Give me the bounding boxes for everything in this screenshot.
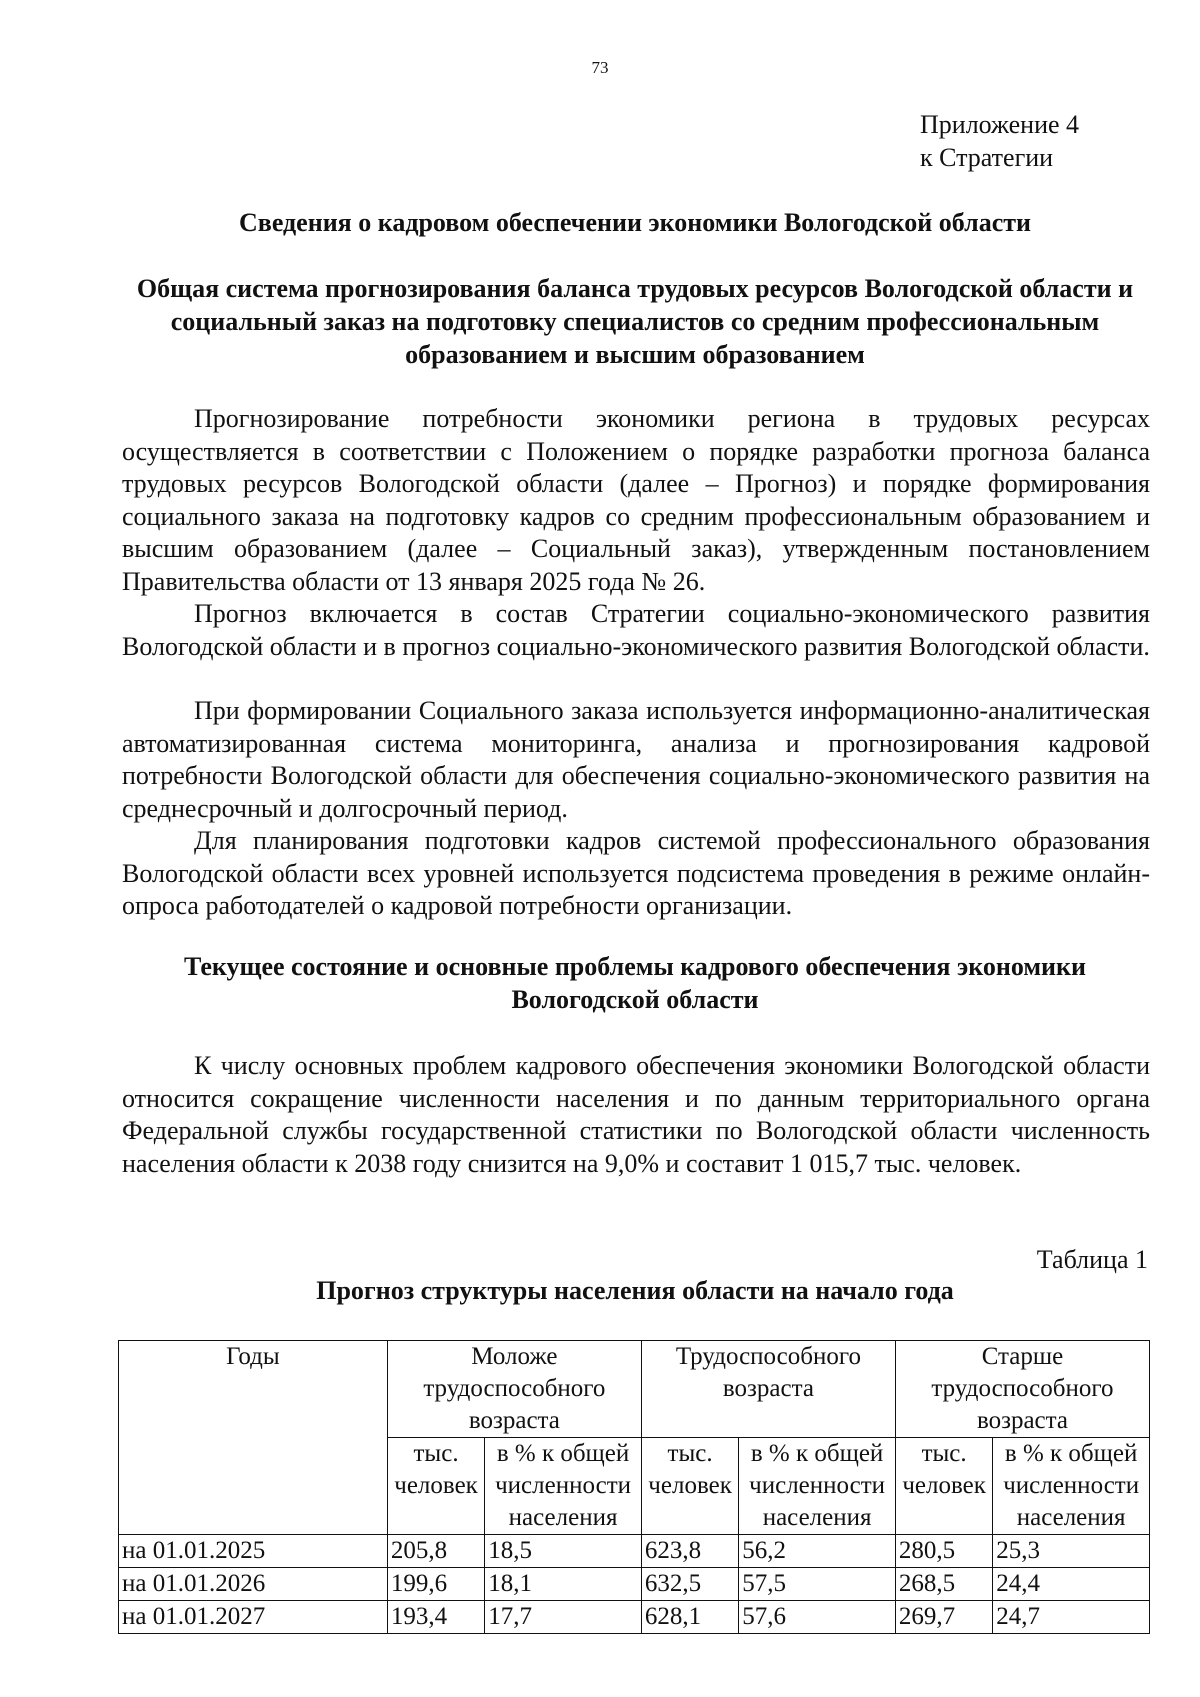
appendix-line-2: к Стратегии <box>920 143 1054 172</box>
section-heading-current-state: Текущее состояние и основные проблемы кадрового обеспечения экономики Вологодской области <box>183 952 1086 1014</box>
paragraph-monitoring-system: При формировании Социального заказа используется информационно-аналитическая автоматизированная система мониторинга, анализа и прогнозирования кадровой потребности Вологодской области для обеспечения социально-экономического развития на среднесрочный и долгосрочный период. <box>122 696 1150 823</box>
cell-value: 18,1 <box>485 1568 642 1601</box>
appendix-reference <box>920 108 1079 174</box>
header-over-working-age: Старше трудоспособного возраста <box>895 1341 1149 1438</box>
cell-value: 24,4 <box>993 1568 1150 1601</box>
table-header-row <box>119 1341 1150 1438</box>
table-label: Таблица 1 <box>1036 1245 1148 1274</box>
paragraph-employer-survey: Для планирования подготовки кадров системой профессионального образования Вологодской области всех уровней используется подсистема проведения в режиме онлайн-опроса работодателей о кадровой потребности организации. <box>122 826 1150 920</box>
cell-value: 205,8 <box>387 1535 484 1568</box>
cell-value: 280,5 <box>895 1535 992 1568</box>
row-year: на 01.01.2026 <box>119 1568 388 1601</box>
cell-value: 632,5 <box>641 1568 738 1601</box>
subheader-thousand-people: тыс. человек <box>387 1438 484 1535</box>
subheader-thousand-people: тыс. человек <box>895 1438 992 1535</box>
cell-value: 268,5 <box>895 1568 992 1601</box>
subheader-percent-of-total: в % к общей численности населения <box>739 1438 896 1535</box>
paragraph-population-decline: К числу основных проблем кадрового обеспечения экономики Вологодской области относится сокращение численности населения и по данным территориального органа Федеральной службы государственной статистики по Вологодской области численность населения области к 2038 году снизится на 9,0% и составит 1 015,7 тыс. человек. <box>122 1051 1150 1178</box>
document-title: Сведения о кадровом обеспечении экономики Вологодской области <box>239 208 1031 237</box>
cell-value: 17,7 <box>485 1601 642 1634</box>
population-structure-table <box>118 1340 1150 1634</box>
subheader-percent-of-total: в % к общей численности населения <box>993 1438 1150 1535</box>
row-year: на 01.01.2025 <box>119 1535 388 1568</box>
cell-value: 56,2 <box>739 1535 896 1568</box>
table-row <box>119 1601 1150 1634</box>
cell-value: 57,6 <box>739 1601 896 1634</box>
page-number: 73 <box>591 58 609 77</box>
paragraph-forecasting-regulation: Прогнозирование потребности экономики региона в трудовых ресурсах осуществляется в соответствии с Положением о порядке разработки прогноза баланса трудовых ресурсов Вологодской области (далее – Прогноз) и порядке формирования социального заказа на подготовку кадров со средним профессиональным образованием и высшим образованием (далее – Социальный заказ), утвержденным постановлением Правительства области от 13 января 2025 года № 26. <box>122 404 1150 596</box>
header-working-age: Трудоспособного возраста <box>641 1341 895 1438</box>
subheader-percent-of-total: в % к общей численности населения <box>485 1438 642 1535</box>
cell-value: 193,4 <box>387 1601 484 1634</box>
table-title: Прогноз структуры населения области на начало года <box>316 1276 954 1305</box>
row-year: на 01.01.2027 <box>119 1601 388 1634</box>
cell-value: 24,7 <box>993 1601 1150 1634</box>
cell-value: 57,5 <box>739 1568 896 1601</box>
header-years: Годы <box>119 1341 388 1535</box>
header-under-working-age: Моложе трудоспособного возраста <box>387 1341 641 1438</box>
table-row <box>119 1568 1150 1601</box>
subheader-thousand-people: тыс. человек <box>641 1438 738 1535</box>
cell-value: 623,8 <box>641 1535 738 1568</box>
cell-value: 18,5 <box>485 1535 642 1568</box>
cell-value: 25,3 <box>993 1535 1150 1568</box>
cell-value: 199,6 <box>387 1568 484 1601</box>
cell-value: 269,7 <box>895 1601 992 1634</box>
cell-value: 628,1 <box>641 1601 738 1634</box>
section-heading-forecasting: Общая система прогнозирования баланса трудовых ресурсов Вологодской области и социальный заказ на подготовку специалистов со средним профессиональным образованием и высшим образованием <box>136 274 1134 369</box>
paragraph-forecast-strategy: Прогноз включается в состав Стратегии социально-экономического развития Вологодской области и в прогноз социально-экономического развития Вологодской области. <box>122 599 1150 661</box>
appendix-line-1: Приложение 4 <box>920 110 1080 139</box>
table-row <box>119 1535 1150 1568</box>
